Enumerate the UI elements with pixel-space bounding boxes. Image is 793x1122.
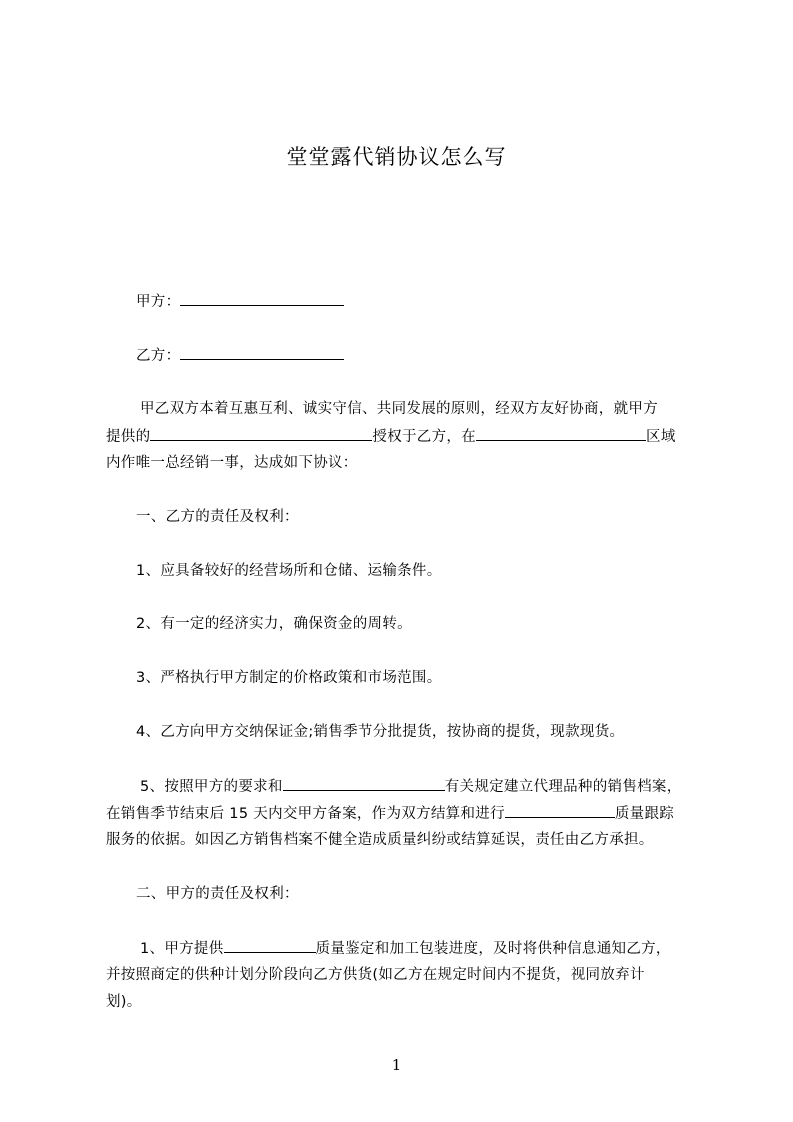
page-number: 1 (391, 1056, 402, 1074)
intro-line-1: 甲乙双方本着互惠互利、诚实守信、共同发展的原则，经双方友好协商，就甲方 (140, 401, 658, 417)
item-5-prefix: 5、按照甲方的要求和 (140, 779, 283, 795)
item-5-line-2-suffix: 质量跟踪 (614, 806, 675, 822)
section-1-item-2: 2、有一定的经济实力，确保资金的周转。 (136, 616, 412, 632)
intro-line-2-suffix: 区域 (646, 429, 676, 445)
section-2-item-1-prefix: 1、甲方提供 (140, 941, 224, 957)
section-1-item-5-line-2 (106, 803, 674, 824)
item-5-blank-2 (505, 803, 615, 818)
section-1-item-3: 3、严格执行甲方制定的价格政策和市场范围。 (136, 670, 442, 686)
section-2-item-1-line-3: 划)。 (106, 994, 142, 1010)
item-5-suffix: 有关规定建立代理品种的销售档案， (444, 779, 682, 795)
intro-line-2 (106, 426, 676, 447)
section-1-item-5-line-3: 服务的依据。如因乙方销售档案不健全造成质量纠纷或结算延误，责任由乙方承担。 (106, 832, 654, 848)
party-a-blank (180, 291, 344, 306)
document-title: 堂堂露代销协议怎么写 (286, 145, 507, 169)
section-1-item-4: 4、乙方向甲方交纳保证金;销售季节分批提货，按协商的提货，现款现货。 (136, 724, 625, 740)
party-b-blank (180, 345, 344, 360)
item-5-blank-1 (283, 776, 445, 791)
intro-line-3: 内作唯一总经销一事，达成如下协议： (106, 455, 358, 471)
section-1-item-1: 1、应具备较好的经营场所和仓储、运输条件。 (136, 563, 442, 579)
section-2-heading: 二、甲方的责任及权利： (136, 886, 299, 902)
party-b-line (136, 345, 344, 366)
section-2-item-1-line-1 (140, 938, 671, 959)
party-a-line (136, 291, 344, 312)
section-2-item-1-blank (224, 938, 316, 953)
section-1-heading: 一、乙方的责任及权利： (136, 509, 299, 525)
section-2-item-1-line-2: 并按照商定的供种计划分阶段向乙方供货(如乙方在规定时间内不提货，视同放弃计 (106, 967, 645, 983)
intro-line-2-middle: 授权于乙方，在 (372, 429, 477, 445)
party-a-label: 甲方： (136, 294, 181, 310)
section-1-item-5-line-1 (140, 776, 682, 797)
section-2-item-1-suffix: 质量鉴定和加工包装进度，及时将供种信息通知乙方， (315, 941, 671, 957)
item-5-line-2-prefix: 在销售季节结束后 15 天内交甲方备案，作为双方结算和进行 (106, 806, 505, 822)
party-b-label: 乙方： (136, 348, 181, 364)
product-blank (150, 426, 372, 441)
intro-line-2-prefix: 提供的 (106, 429, 151, 445)
region-blank (476, 426, 646, 441)
